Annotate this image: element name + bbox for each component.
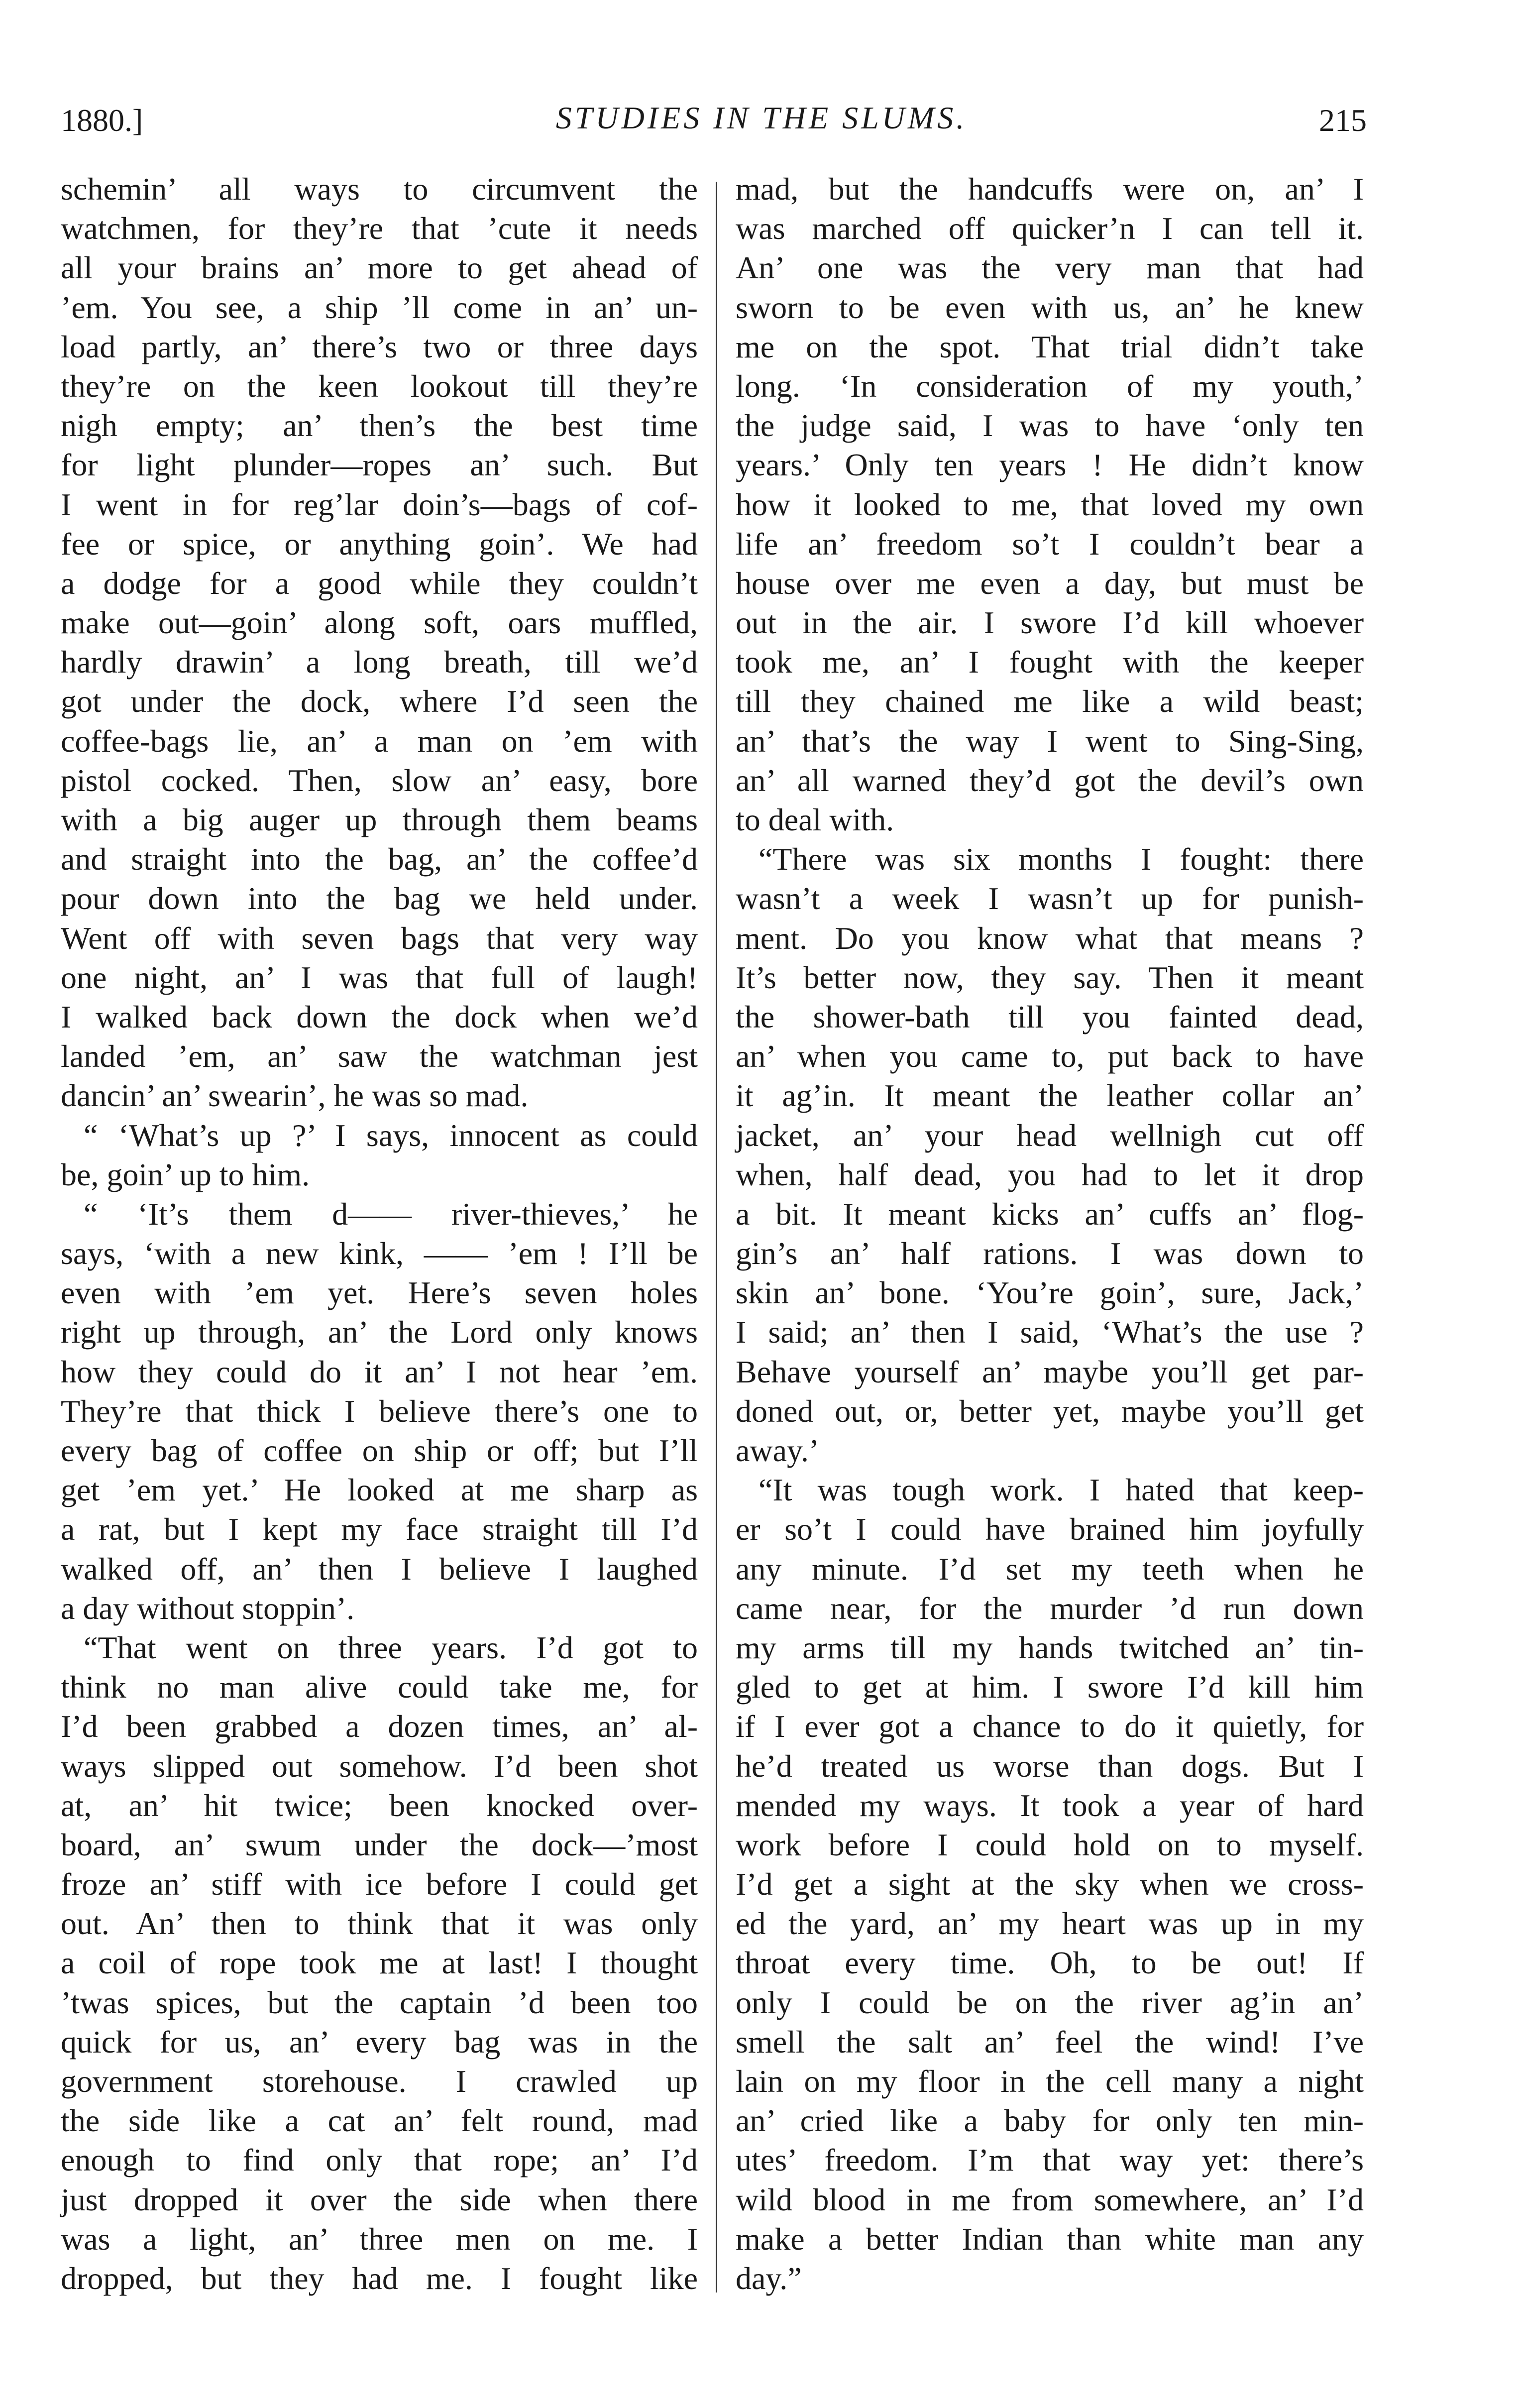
text-line: I said; an’ then I said, ‘What’s the use ? xyxy=(736,1314,1364,1350)
text-line: till they chained me like a wild beast; xyxy=(736,684,1364,719)
text-line: jacket, an’ your head wellnigh cut off xyxy=(736,1117,1364,1153)
text-line: schemin’ all ways to circumvent the xyxy=(61,171,698,207)
text-line: when, half dead, you had to let it drop xyxy=(736,1156,1364,1192)
text-line: load partly, an’ there’s two or three days xyxy=(61,329,698,364)
text-line: ’twas spices, but the captain ’d been too xyxy=(61,1984,698,2020)
text-line: house over me even a day, but must be xyxy=(736,565,1364,601)
text-line: mad, but the handcuffs were on, an’ I xyxy=(736,171,1364,207)
text-line: get ’em yet.’ He looked at me sharp as xyxy=(61,1472,698,1508)
text-line: work before I could hold on to myself. xyxy=(736,1827,1364,1862)
text-line: the judge said, I was to have ‘only ten xyxy=(736,408,1364,444)
text-line: it ag’in. It meant the leather collar an’ xyxy=(736,1078,1364,1114)
text-line: make a better Indian than white man any xyxy=(736,2221,1364,2257)
text-line: a rat, but I kept my face straight till I’d xyxy=(61,1511,698,1547)
text-line: “That went on three years. I’d got to xyxy=(84,1629,698,1665)
text-line: I walked back down the dock when we’d xyxy=(61,999,698,1034)
page-number: 215 xyxy=(1319,103,1367,138)
text-line: an’ that’s the way I went to Sing-Sing, xyxy=(736,723,1364,759)
text-line: the side like a cat an’ felt round, mad xyxy=(61,2103,698,2139)
text-line: says, ‘with a new kink, —— ’em ! I’ll be xyxy=(61,1236,698,1271)
text-line: life an’ freedom so’t I couldn’t bear a xyxy=(736,526,1364,562)
text-line: watchmen, for they’re that ’cute it needs xyxy=(61,211,698,246)
text-line: one night, an’ I was that full of laugh! xyxy=(61,959,698,995)
text-line: an’ all warned they’d got the devil’s own xyxy=(736,762,1364,798)
text-line: doned out, or, better yet, maybe you’ll get xyxy=(736,1393,1364,1429)
text-line: my arms till my hands twitched an’ tin- xyxy=(736,1629,1364,1665)
text-line: was a light, an’ three men on me. I xyxy=(61,2221,698,2257)
text-line: how it looked to me, that loved my own xyxy=(736,486,1364,522)
text-line: out. An’ then to think that it was only xyxy=(61,1906,698,1942)
text-line: only I could be on the river ag’in an’ xyxy=(736,1984,1364,2020)
text-line: landed ’em, an’ saw the watchman jest xyxy=(61,1038,698,1074)
text-line: me on the spot. That trial didn’t take xyxy=(736,329,1364,364)
text-line: coffee-bags lie, an’ a man on ’em with xyxy=(61,723,698,759)
text-line: They’re that thick I believe there’s one to xyxy=(61,1393,698,1429)
text-line: day.” xyxy=(736,2260,802,2296)
text-line: “ ‘What’s up ?’ I says, innocent as could xyxy=(84,1117,698,1153)
text-line: wasn’t a week I wasn’t up for punish- xyxy=(736,881,1364,917)
text-line: utes’ freedom. I’m that way yet: there’s xyxy=(736,2142,1364,2178)
text-line: walked off, an’ then I believe I laughed xyxy=(61,1551,698,1587)
text-line: “There was six months I fought: there xyxy=(759,841,1364,877)
text-line: gin’s an’ half rations. I was down to xyxy=(736,1236,1364,1271)
text-line: took me, an’ I fought with the keeper xyxy=(736,644,1364,680)
text-line: ’em. You see, a ship ’ll come in an’ un- xyxy=(61,289,698,325)
text-line: government storehouse. I crawled up xyxy=(61,2064,698,2099)
text-line: mended my ways. It took a year of hard xyxy=(736,1787,1364,1823)
text-column-right xyxy=(736,169,1364,2298)
text-line: even with ’em yet. Here’s seven holes xyxy=(61,1275,698,1311)
text-line: to deal with. xyxy=(736,802,894,837)
text-line: an’ when you came to, put back to have xyxy=(736,1038,1364,1074)
text-line: board, an’ swum under the dock—’most xyxy=(61,1827,698,1862)
text-line: got under the dock, where I’d seen the xyxy=(61,684,698,719)
text-line: make out—goin’ along soft, oars muffled, xyxy=(61,605,698,641)
text-line: fee or spice, or anything goin’. We had xyxy=(61,526,698,562)
text-line: all your brains an’ more to get ahead of xyxy=(61,250,698,286)
text-line: a coil of rope took me at last! I thought xyxy=(61,1945,698,1981)
text-line: gled to get at him. I swore I’d kill him xyxy=(736,1669,1364,1705)
column-divider xyxy=(716,182,717,2293)
text-line: just dropped it over the side when there xyxy=(61,2181,698,2217)
running-head-year: 1880.] xyxy=(61,103,143,138)
text-line: An’ one was the very man that had xyxy=(736,250,1364,286)
text-line: ways slipped out somehow. I’d been shot xyxy=(61,1748,698,1784)
text-line: enough to find only that rope; an’ I’d xyxy=(61,2142,698,2178)
text-line: froze an’ stiff with ice before I could get xyxy=(61,1866,698,1902)
text-line: a bit. It meant kicks an’ cuffs an’ flog- xyxy=(736,1196,1364,1232)
text-line: long. ‘In consideration of my youth,’ xyxy=(736,368,1364,404)
text-line: for light plunder—ropes an’ such. But xyxy=(61,447,698,483)
text-line: “It was tough work. I hated that keep- xyxy=(759,1472,1364,1508)
text-line: how they could do it an’ I not hear ’em. xyxy=(61,1354,698,1389)
text-line: er so’t I could have brained him joyfully xyxy=(736,1511,1364,1547)
text-line: I’d get a sight at the sky when we cross- xyxy=(736,1866,1364,1902)
text-line: any minute. I’d set my teeth when he xyxy=(736,1551,1364,1587)
text-line: a day without stoppin’. xyxy=(61,1590,355,1626)
text-line: lain on my floor in the cell many a night xyxy=(736,2064,1364,2099)
text-line: “ ‘It’s them d—— river-thieves,’ he xyxy=(84,1196,698,1232)
text-line: he’d treated us worse than dogs. But I xyxy=(736,1748,1364,1784)
text-line: nigh empty; an’ then’s the best time xyxy=(61,408,698,444)
text-line: an’ cried like a baby for only ten min- xyxy=(736,2103,1364,2139)
text-line: wild blood in me from somewhere, an’ I’d xyxy=(736,2181,1364,2217)
text-line: I went in for reg’lar doin’s—bags of cof- xyxy=(61,486,698,522)
text-line: out in the air. I swore I’d kill whoever xyxy=(736,605,1364,641)
text-line: away.’ xyxy=(736,1433,820,1468)
text-line: dropped, but they had me. I fought like xyxy=(61,2260,698,2296)
text-line: every bag of coffee on ship or off; but I’ll xyxy=(61,1433,698,1468)
text-line: skin an’ bone. ‘You’re goin’, sure, Jack,’ xyxy=(736,1275,1364,1311)
text-line: hardly drawin’ a long breath, till we’d xyxy=(61,644,698,680)
text-line: pistol cocked. Then, slow an’ easy, bore xyxy=(61,762,698,798)
text-line: a dodge for a good while they couldn’t xyxy=(61,565,698,601)
text-line: they’re on the keen lookout till they’re xyxy=(61,368,698,404)
text-line: think no man alive could take me, for xyxy=(61,1669,698,1705)
text-line: the shower-bath till you fainted dead, xyxy=(736,999,1364,1034)
text-line: at, an’ hit twice; been knocked over- xyxy=(61,1787,698,1823)
text-line: years.’ Only ten years ! He didn’t know xyxy=(736,447,1364,483)
text-line: smell the salt an’ feel the wind! I’ve xyxy=(736,2024,1364,2060)
text-line: sworn to be even with us, an’ he knew xyxy=(736,289,1364,325)
text-line: came near, for the murder ’d run down xyxy=(736,1590,1364,1626)
text-line: pour down into the bag we held under. xyxy=(61,881,698,917)
text-line: ed the yard, an’ my heart was up in my xyxy=(736,1906,1364,1942)
text-line: It’s better now, they say. Then it meant xyxy=(736,959,1364,995)
text-line: and straight into the bag, an’ the coffee’d xyxy=(61,841,698,877)
text-column-left xyxy=(61,169,698,2298)
text-line: was marched off quicker’n I can tell it. xyxy=(736,211,1364,246)
text-line: be, goin’ up to him. xyxy=(61,1156,310,1192)
text-line: right up through, an’ the Lord only knows xyxy=(61,1314,698,1350)
text-line: if I ever got a chance to do it quietly, for xyxy=(736,1709,1364,1744)
text-line: with a big auger up through them beams xyxy=(61,802,698,837)
text-line: throat every time. Oh, to be out! If xyxy=(736,1945,1364,1981)
running-head-title: STUDIES IN THE SLUMS. xyxy=(555,100,968,135)
text-line: quick for us, an’ every bag was in the xyxy=(61,2024,698,2060)
text-line: Went off with seven bags that very way xyxy=(61,920,698,956)
text-line: I’d been grabbed a dozen times, an’ al- xyxy=(61,1709,698,1744)
text-line: dancin’ an’ swearin’, he was so mad. xyxy=(61,1078,529,1114)
text-line: ment. Do you know what that means ? xyxy=(736,920,1364,956)
text-line: Behave yourself an’ maybe you’ll get par- xyxy=(736,1354,1364,1389)
